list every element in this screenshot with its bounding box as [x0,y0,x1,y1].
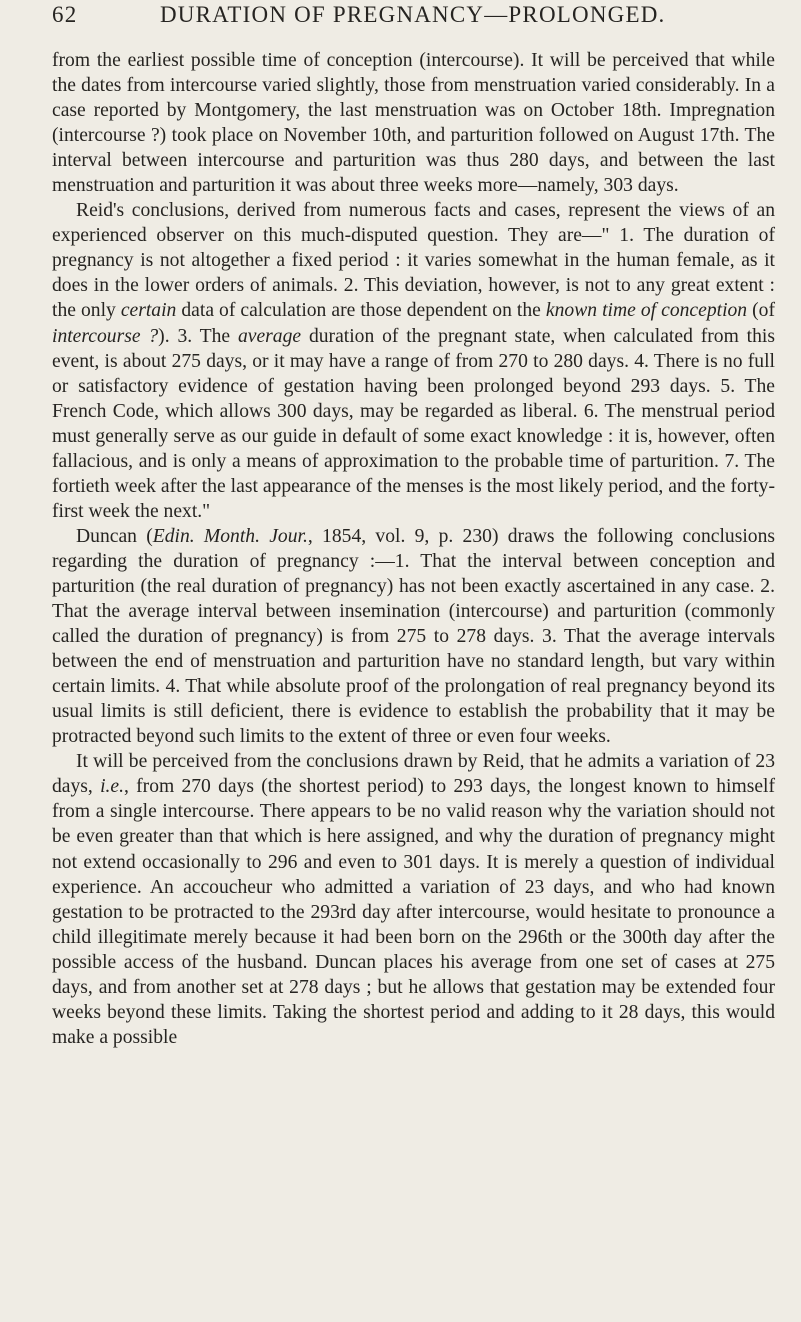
text-run: , 1854, vol. 9, p. 230) draws the following conclusions regarding the duration of pregnancy :—1. That the interval between conception and parturition (the real duration of pregnancy) has not been exactly ascertained in any case. 2. That the average interval between insemination (intercourse) and parturition (commonly called the duration of pregnancy) is from 275 to 278 days. 3. That the average intervals between the end of menstruation and parturition have no standard length, but vary within certain limits. 4. That while absolute proof of the prolongation of real pregnancy beyond its usual limits is still deficient, there is evidence to establish the probability that it may be protracted beyond such limits to the extent of three or even four weeks. [52,525,775,748]
text-run: ). 3. The [158,325,238,347]
body-text [52,48,775,1050]
paragraph-montgomery-case [52,48,775,198]
text-run: Duncan ( [76,525,153,547]
text-run: , from 270 days (the shortest period) to 293 days, the longest known to himself from a single intercourse. There appears to be no valid reason why the variation should not be even greater than that which is here assigned, and why the duration of pregnancy might not extend occasionally to 296 and even to 301 days. It is merely a question of individual experience. An accoucheur who admitted a variation of 23 days, and who had known gestation to be protracted to the 293rd day after intercourse, would hesitate to pronounce a child illegitimate merely because it had been born on the 296th or the 300th day after the possible access of the husband. Duncan places his average from one set of cases at 275 days, and from another set at 278 days ; but he allows that gestation may be extended four weeks beyond these limits. Taking the shortest period and adding to it 28 days, this would make a possible [52,776,775,1048]
text-run: from the earliest possible time of conception (intercourse). It will be perceived that while the dates from intercourse varied slightly, those from menstruation varied considerably. In a case reported by Montgomery, the last menstruation was on October 18th. Impregnation (intercourse ?) took place on November 10th, and parturition followed on August 17th. The interval between intercourse and parturition was thus 280 days, and between the last menstruation and parturition it was about three weeks more—namely, 303 days. [52,50,775,197]
italic-run: i.e. [100,776,124,798]
paragraph-reid-conclusions [52,198,775,524]
paragraph-duncan-conclusions [52,524,775,749]
paragraph-variation-discussion [52,749,775,1050]
text-run: data of calculation are those dependent on the [176,300,546,322]
italic-run: average [237,325,302,347]
italic-run: intercourse ? [52,325,159,347]
text-run: (of [747,300,775,322]
italic-run: certain [120,300,177,322]
page-number: 62 [52,2,78,27]
italic-run: Edin. Month. Jour. [152,525,308,547]
text-run: duration of the pregnant state, when calculated from this event, is about 275 days, or it may have a range of from 270 to 280 days. 4. There is no full or satisfactory evidence of gestation having been prolonged beyond 293 days. 5. The French Code, which allows 300 days, may be regarded as liberal. 6. The menstrual period must generally serve as our guide in default of some exact knowledge : it is, however, often fallacious, and is only a means of approximation to the probable time of parturition. 7. The fortieth week after the last appearance of the menses is the most likely period, and the forty-first week the next." [52,325,775,522]
italic-run: known time of conception [545,300,748,322]
running-head [52,2,775,36]
running-title: DURATION OF PREGNANCY—PROLONGED. [160,2,666,27]
text-run: Reid's conclusions, derived from numerous facts and cases, represent the views of an experienced observer on this much-disputed question. They are—" 1. The duration of pregnancy is not altogether a fixed period : it varies somewhat in the human female, as it does in the lower orders of animals. 2. This deviation, however, is not to any great extent : the only [52,200,775,322]
text-run: It will be perceived from the conclusions drawn by Reid, that he admits a variation of 23 days, [52,751,775,798]
